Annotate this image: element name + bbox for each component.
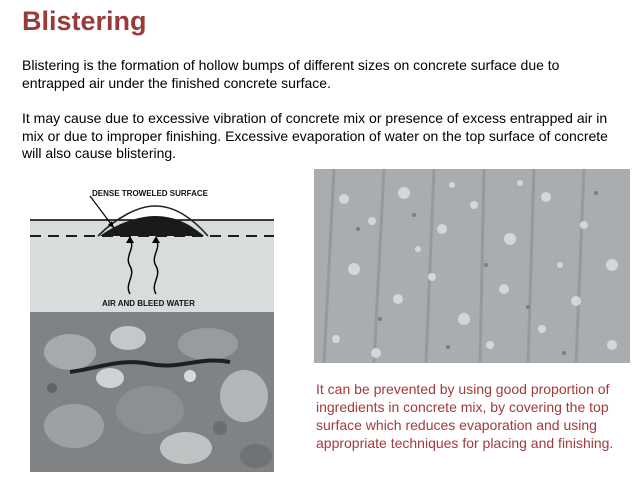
blister-cross-section-diagram <box>30 176 274 472</box>
prevention-caption: It can be prevented by using good proportion of ingredients in concrete mix, by covering the top surface which reduces evaporation and using appropriate techniques for placing and finishing. <box>316 381 614 451</box>
intro-paragraph: Blistering is the formation of hollow bumps of different sizes on concrete surface due to entrapped air under the finished concrete surface. <box>22 57 560 91</box>
slide-title: Blistering <box>22 6 147 36</box>
blistered-surface-photo <box>314 169 630 363</box>
diagram-label-bottom: AIR AND BLEED WATER <box>102 299 195 308</box>
cause-paragraph: It may cause due to excessive vibration of concrete mix or presence of excess entrapped air in mix or due to improper finishing. Excessive evaporation of water on the top surface of concrete will also cause blistering. <box>22 110 608 161</box>
diagram-label-top: DENSE TROWELED SURFACE <box>92 189 209 198</box>
